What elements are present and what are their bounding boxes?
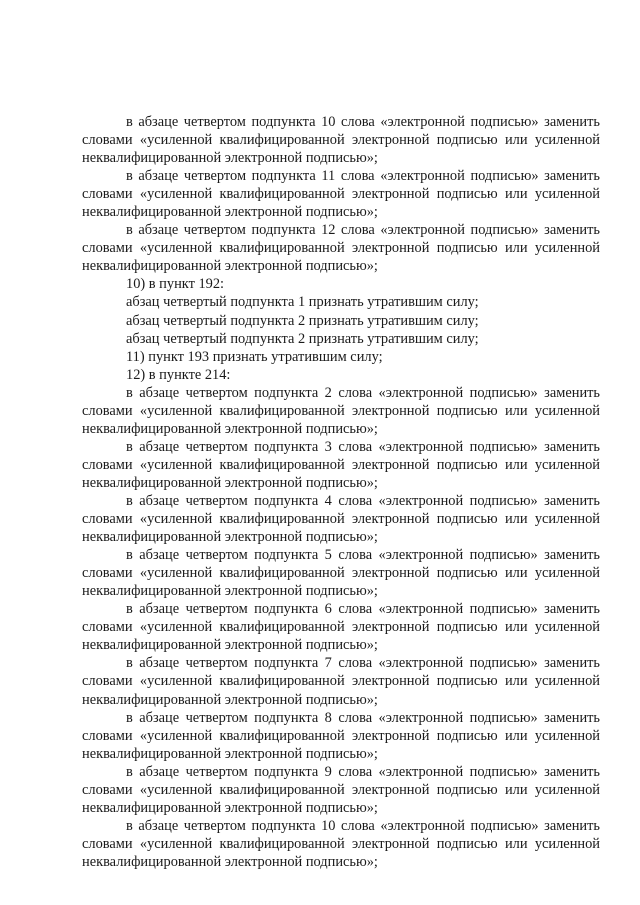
paragraph: абзац четвертый подпункта 2 признать утратившим силу; xyxy=(126,312,479,329)
document-body xyxy=(82,113,600,871)
paragraph: в абзаце четвертом подпункта 3 слова «электронной подписью» заменить словами «усиленной квалифицированной электронной подписью или усиленной неквалифицированной электронной подписью»; xyxy=(82,438,600,491)
paragraph: в абзаце четвертом подпункта 2 слова «электронной подписью» заменить словами «усиленной квалифицированной электронной подписью или усиленной неквалифицированной электронной подписью»; xyxy=(82,384,600,437)
paragraph: в абзаце четвертом подпункта 11 слова «электронной подписью» заменить словами «усиленной квалифицированной электронной подписью или усиленной неквалифицированной электронной подписью»; xyxy=(82,168,600,221)
paragraph: 10) в пункт 192: xyxy=(126,276,225,293)
paragraph: в абзаце четвертом подпункта 9 слова «электронной подписью» заменить словами «усиленной квалифицированной электронной подписью или усиленной неквалифицированной электронной подписью»; xyxy=(82,763,600,816)
paragraph: абзац четвертый подпункта 2 признать утратившим силу; xyxy=(126,330,479,347)
paragraph: 12) в пункте 214: xyxy=(126,366,231,383)
paragraph: в абзаце четвертом подпункта 10 слова «электронной подписью» заменить словами «усиленной квалифицированной электронной подписью или усиленной неквалифицированной электронной подписью»; xyxy=(82,114,600,167)
paragraph: абзац четвертый подпункта 1 признать утратившим силу; xyxy=(126,294,479,311)
paragraph: в абзаце четвертом подпункта 12 слова «электронной подписью» заменить словами «усиленной квалифицированной электронной подписью или усиленной неквалифицированной электронной подписью»; xyxy=(82,222,600,275)
paragraph: 11) пункт 193 признать утратившим силу; xyxy=(126,348,383,365)
paragraph: в абзаце четвертом подпункта 6 слова «электронной подписью» заменить словами «усиленной квалифицированной электронной подписью или усиленной неквалифицированной электронной подписью»; xyxy=(82,601,600,654)
paragraph: в абзаце четвертом подпункта 4 слова «электронной подписью» заменить словами «усиленной квалифицированной электронной подписью или усиленной неквалифицированной электронной подписью»; xyxy=(82,492,600,546)
paragraph: в абзаце четвертом подпункта 5 слова «электронной подписью» заменить словами «усиленной квалифицированной электронной подписью или усиленной неквалифицированной электронной подписью»; xyxy=(82,547,600,600)
paragraph: в абзаце четвертом подпункта 8 слова «электронной подписью» заменить словами «усиленной квалифицированной электронной подписью или усиленной неквалифицированной электронной подписью»; xyxy=(82,709,600,762)
paragraph: в абзаце четвертом подпункта 7 слова «электронной подписью» заменить словами «усиленной квалифицированной электронной подписью или усиленной неквалифицированной электронной подписью»; xyxy=(82,655,600,708)
paragraph: в абзаце четвертом подпункта 10 слова «электронной подписью» заменить словами «усиленной квалифицированной электронной подписью или усиленной неквалифицированной электронной подписью»; xyxy=(82,817,600,870)
